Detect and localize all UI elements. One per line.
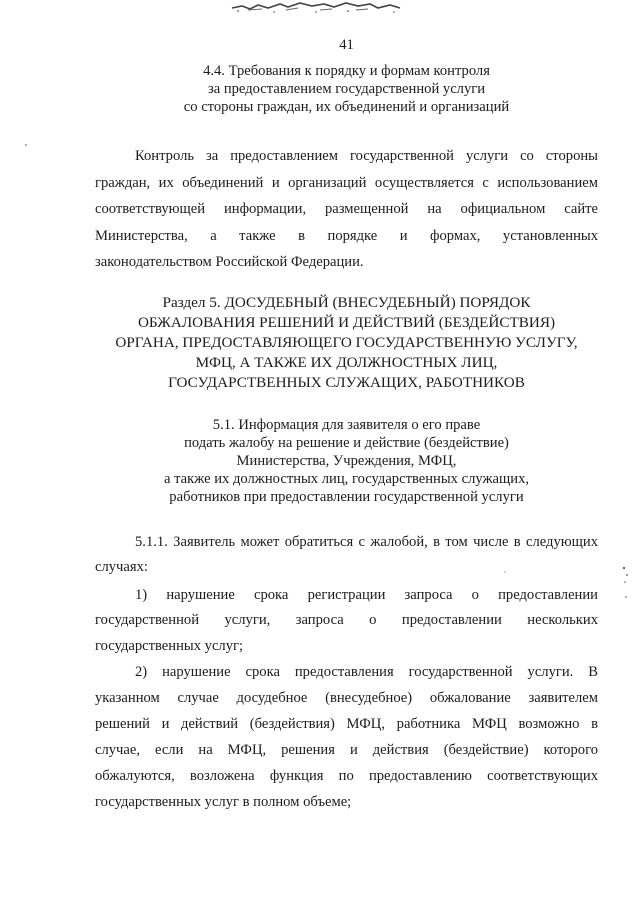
section-5-title-line: ГОСУДАРСТВЕННЫХ СЛУЖАЩИХ, РАБОТНИКОВ (168, 374, 525, 391)
section-5-title-line: ОРГАНА, ПРЕДОСТАВЛЯЮЩЕГО ГОСУДАРСТВЕННУЮ УСЛУГУ, (115, 334, 578, 351)
paragraph-line: граждан, их объединений и организаций осуществляется с использованием (95, 175, 598, 191)
section-5-1-title-line: подать жалобу на решение и действие (бездействие) (184, 435, 509, 451)
paragraph-line: законодательством Российской Федерации. (95, 254, 364, 270)
list-item-2-line: указанном случае досудебное (внесудебное) обжалование заявителем (95, 690, 598, 706)
section-5-title-line: ОБЖАЛОВАНИЯ РЕШЕНИЙ И ДЕЙСТВИЙ (БЕЗДЕЙСТВИЯ) (137, 314, 556, 331)
list-item-2-line: случае, если на МФЦ, решения и действия (бездействие) которого (95, 742, 598, 758)
section-5-title-line: Раздел 5. ДОСУДЕБНЫЙ (ВНЕСУДЕБНЫЙ) ПОРЯДОК (162, 294, 531, 311)
section-4-4-title-line: 4.4. Требования к порядку и формам контроля (203, 63, 490, 79)
list-item-1-line: 1) нарушение срока регистрации запроса о предоставлении (135, 587, 598, 603)
section-5-title-line: МФЦ, А ТАКЖЕ ИХ ДОЛЖНОСТНЫХ ЛИЦ, (195, 354, 498, 371)
paragraph-line: случаях: (95, 559, 148, 575)
paragraph-line: Министерства, а также в порядке и формах, установленных (95, 228, 598, 244)
section-5-1-title-line: 5.1. Информация для заявителя о его праве (212, 417, 481, 433)
list-item-2-line: 2) нарушение срока предоставления государственной услуги. В (135, 664, 598, 680)
section-5-1-title-line: Министерства, Учреждения, МФЦ, (236, 453, 457, 469)
section-4-4-title-line: со стороны граждан, их объединений и организаций (183, 99, 510, 115)
scan-artifact-top (228, 0, 404, 14)
section-4-4-title-line: за предоставлением государственной услуги (207, 81, 486, 97)
list-item-2-line: обжалуются, возложена функция по предоставлению соответствующих (95, 768, 598, 784)
list-item-1-line: государственных услуг; (95, 638, 244, 654)
section-5-1-title-line: а также их должностных лиц, государственных служащих, (163, 471, 530, 487)
paragraph-line: 5.1.1. Заявитель может обратиться с жалобой, в том числе в следующих (135, 534, 598, 550)
list-item-1-line: государственной услуги, запроса о предоставлении нескольких (95, 612, 598, 628)
list-item-2-line: решений и действий (бездействия) МФЦ, работника МФЦ возможно в (95, 716, 598, 732)
section-5-1-title-line: работников при предоставлении государственной услуги (169, 489, 524, 505)
page-number: 41 (339, 37, 354, 53)
list-item-2-line: государственных услуг в полном объеме; (95, 794, 352, 810)
paragraph-line: Контроль за предоставлением государственной услуги со стороны (135, 148, 598, 164)
paragraph-line: соответствующей информации, размещенной на официальном сайте (95, 201, 598, 217)
